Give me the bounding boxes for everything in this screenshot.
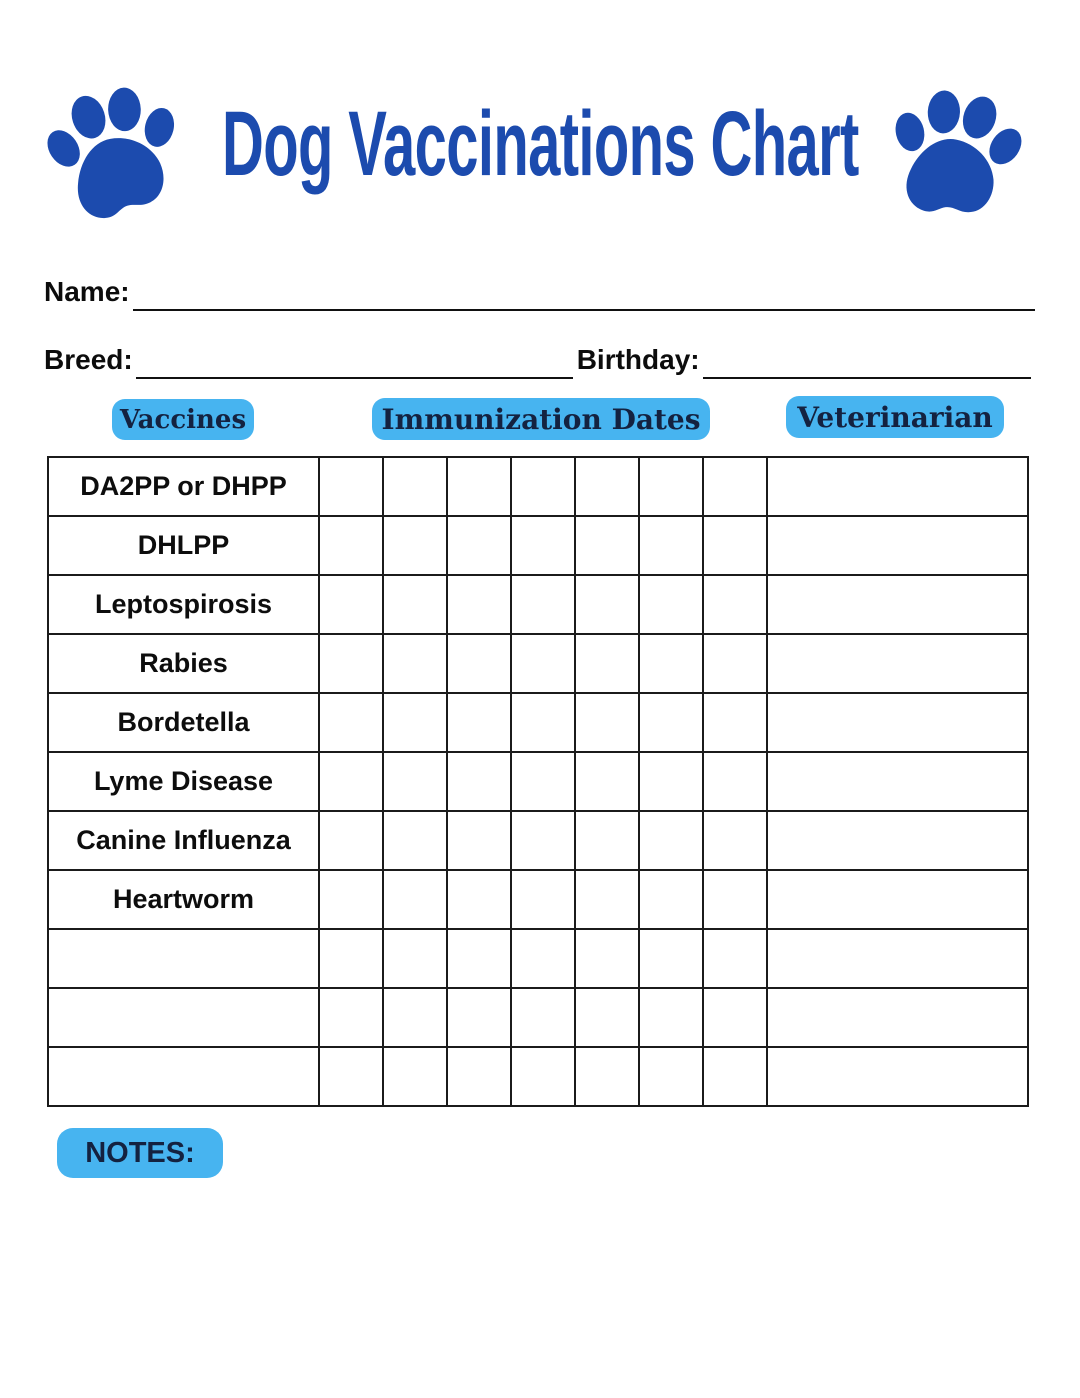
immunization-date-cell[interactable] [703, 988, 767, 1047]
vaccine-name-cell: Bordetella [48, 693, 319, 752]
breed-birthday-field-row [44, 342, 1031, 379]
immunization-date-cell[interactable] [383, 634, 447, 693]
table-row [48, 811, 1028, 870]
immunization-date-cell[interactable] [447, 929, 511, 988]
immunization-date-cell[interactable] [511, 752, 575, 811]
immunization-date-cell[interactable] [575, 457, 639, 516]
table-row [48, 634, 1028, 693]
immunization-date-cell[interactable] [383, 988, 447, 1047]
immunization-date-cell[interactable] [319, 811, 383, 870]
immunization-date-cell[interactable] [447, 1047, 511, 1106]
immunization-date-cell[interactable] [703, 516, 767, 575]
immunization-date-cell[interactable] [383, 870, 447, 929]
immunization-date-cell[interactable] [511, 870, 575, 929]
veterinarian-cell[interactable] [767, 693, 1028, 752]
immunization-date-cell[interactable] [447, 693, 511, 752]
veterinarian-cell[interactable] [767, 988, 1028, 1047]
vaccination-table [47, 456, 1029, 1107]
immunization-date-cell[interactable] [319, 870, 383, 929]
immunization-date-cell[interactable] [319, 516, 383, 575]
immunization-date-cell[interactable] [703, 1047, 767, 1106]
immunization-date-cell[interactable] [703, 634, 767, 693]
immunization-date-cell[interactable] [319, 1047, 383, 1106]
immunization-date-cell[interactable] [639, 457, 703, 516]
immunization-date-cell[interactable] [575, 929, 639, 988]
immunization-date-cell[interactable] [639, 752, 703, 811]
immunization-date-cell[interactable] [639, 516, 703, 575]
immunization-date-cell[interactable] [447, 811, 511, 870]
birthday-fill-line[interactable] [703, 343, 1031, 379]
table-row [48, 457, 1028, 516]
immunization-date-cell[interactable] [703, 457, 767, 516]
immunization-date-cell[interactable] [511, 988, 575, 1047]
immunization-date-cell[interactable] [639, 929, 703, 988]
veterinarian-cell[interactable] [767, 575, 1028, 634]
immunization-date-cell[interactable] [703, 870, 767, 929]
vaccine-name-cell: Leptospirosis [48, 575, 319, 634]
immunization-date-cell[interactable] [319, 575, 383, 634]
immunization-date-cell[interactable] [703, 752, 767, 811]
immunization-date-cell[interactable] [447, 457, 511, 516]
immunization-date-cell[interactable] [383, 575, 447, 634]
immunization-date-cell[interactable] [639, 693, 703, 752]
immunization-date-cell[interactable] [575, 988, 639, 1047]
column-header-vaccines-label: Vaccines [119, 404, 247, 435]
veterinarian-cell[interactable] [767, 516, 1028, 575]
immunization-date-cell[interactable] [575, 516, 639, 575]
immunization-date-cell[interactable] [703, 811, 767, 870]
vaccine-name-cell: DA2PP or DHPP [48, 457, 319, 516]
immunization-date-cell[interactable] [511, 516, 575, 575]
vaccine-name-cell[interactable] [48, 988, 319, 1047]
veterinarian-cell[interactable] [767, 457, 1028, 516]
table-row [48, 929, 1028, 988]
table-row [48, 988, 1028, 1047]
vaccine-name-cell: DHLPP [48, 516, 319, 575]
column-header-veterinarian-label: Veterinarian [797, 400, 993, 434]
breed-label: Breed: [44, 344, 133, 375]
immunization-date-cell[interactable] [639, 575, 703, 634]
immunization-date-cell[interactable] [383, 693, 447, 752]
immunization-date-cell[interactable] [575, 575, 639, 634]
table-row [48, 693, 1028, 752]
immunization-date-cell[interactable] [383, 1047, 447, 1106]
immunization-date-cell[interactable] [383, 811, 447, 870]
immunization-date-cell[interactable] [383, 457, 447, 516]
immunization-date-cell[interactable] [639, 870, 703, 929]
immunization-date-cell[interactable] [383, 752, 447, 811]
name-label: Name: [44, 276, 130, 307]
column-header-immunization-dates [372, 398, 710, 440]
immunization-date-cell[interactable] [575, 693, 639, 752]
immunization-date-cell[interactable] [575, 870, 639, 929]
table-row [48, 575, 1028, 634]
immunization-date-cell[interactable] [511, 693, 575, 752]
immunization-date-cell[interactable] [319, 988, 383, 1047]
paw-icon [875, 65, 1036, 242]
veterinarian-cell[interactable] [767, 929, 1028, 988]
immunization-date-cell[interactable] [447, 988, 511, 1047]
immunization-date-cell[interactable] [447, 575, 511, 634]
immunization-date-cell[interactable] [703, 693, 767, 752]
immunization-date-cell[interactable] [511, 634, 575, 693]
vaccine-name-cell: Lyme Disease [48, 752, 319, 811]
vaccination-table-body [48, 457, 1028, 1106]
vaccine-name-cell: Heartworm [48, 870, 319, 929]
notes-label: NOTES: [85, 1136, 195, 1169]
veterinarian-cell[interactable] [767, 1047, 1028, 1106]
immunization-date-cell[interactable] [639, 1047, 703, 1106]
immunization-date-cell[interactable] [511, 575, 575, 634]
column-header-immunization-dates-label: Immunization Dates [381, 402, 701, 436]
birthday-label: Birthday: [576, 344, 700, 375]
immunization-date-cell[interactable] [383, 929, 447, 988]
immunization-date-cell[interactable] [639, 988, 703, 1047]
immunization-date-cell[interactable] [703, 929, 767, 988]
vaccine-name-cell[interactable] [48, 1047, 319, 1106]
notes-badge [57, 1128, 223, 1178]
immunization-date-cell[interactable] [319, 634, 383, 693]
vaccine-name-cell: Rabies [48, 634, 319, 693]
immunization-date-cell[interactable] [511, 457, 575, 516]
table-row [48, 752, 1028, 811]
column-header-vaccines [112, 399, 254, 440]
breed-fill-line[interactable] [136, 343, 573, 379]
veterinarian-cell[interactable] [767, 870, 1028, 929]
name-field-row [44, 274, 1035, 311]
immunization-date-cell[interactable] [511, 1047, 575, 1106]
table-row [48, 1047, 1028, 1106]
immunization-date-cell[interactable] [319, 457, 383, 516]
page-title-text: Dog Vaccinations Chart [221, 93, 859, 195]
immunization-date-cell[interactable] [639, 811, 703, 870]
vaccine-name-cell: Canine Influenza [48, 811, 319, 870]
immunization-date-cell[interactable] [511, 929, 575, 988]
immunization-date-cell[interactable] [447, 634, 511, 693]
immunization-date-cell[interactable] [639, 634, 703, 693]
immunization-date-cell[interactable] [575, 1047, 639, 1106]
immunization-date-cell[interactable] [447, 752, 511, 811]
veterinarian-cell[interactable] [767, 634, 1028, 693]
immunization-date-cell[interactable] [319, 929, 383, 988]
immunization-date-cell[interactable] [319, 752, 383, 811]
immunization-date-cell[interactable] [575, 752, 639, 811]
column-header-veterinarian [786, 396, 1004, 438]
table-row [48, 870, 1028, 929]
immunization-date-cell[interactable] [319, 693, 383, 752]
veterinarian-cell[interactable] [767, 811, 1028, 870]
name-fill-line[interactable] [133, 275, 1035, 311]
table-row [48, 516, 1028, 575]
veterinarian-cell[interactable] [767, 752, 1028, 811]
immunization-date-cell[interactable] [703, 575, 767, 634]
immunization-date-cell[interactable] [447, 516, 511, 575]
immunization-date-cell[interactable] [511, 811, 575, 870]
immunization-date-cell[interactable] [447, 870, 511, 929]
vaccine-name-cell[interactable] [48, 929, 319, 988]
immunization-date-cell[interactable] [575, 634, 639, 693]
immunization-date-cell[interactable] [383, 516, 447, 575]
immunization-date-cell[interactable] [575, 811, 639, 870]
